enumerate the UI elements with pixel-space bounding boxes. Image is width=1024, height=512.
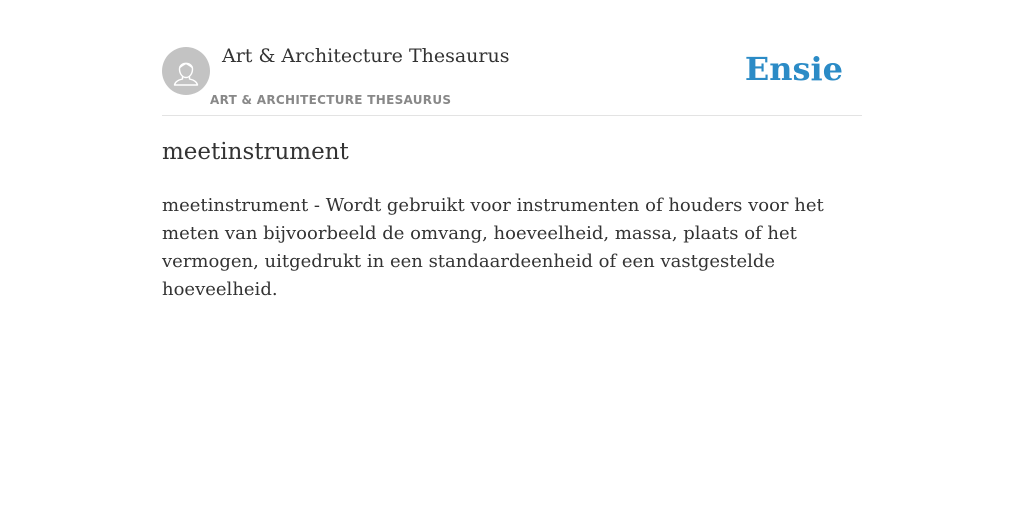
collection-label[interactable]: ART & ARCHITECTURE THESAURUS <box>210 93 452 107</box>
content-container <box>162 0 862 300</box>
author-name[interactable]: Art & Architecture Thesaurus <box>222 45 510 67</box>
brand-logo-link[interactable]: Ensie <box>744 50 843 88</box>
entry-title: meetinstrument <box>162 139 349 165</box>
entry-definition: meetinstrument - Wordt gebruikt voor instrumenten of houders voor het meten van bijvoorbeeld de omvang, hoeveelheid, massa, plaats of het vermogen, uitgedrukt in een standaardeenheid of een vastgestelde hoeveelheid. <box>162 195 824 300</box>
user-icon <box>162 47 210 95</box>
avatar[interactable] <box>162 47 210 95</box>
entry-header <box>162 0 862 116</box>
